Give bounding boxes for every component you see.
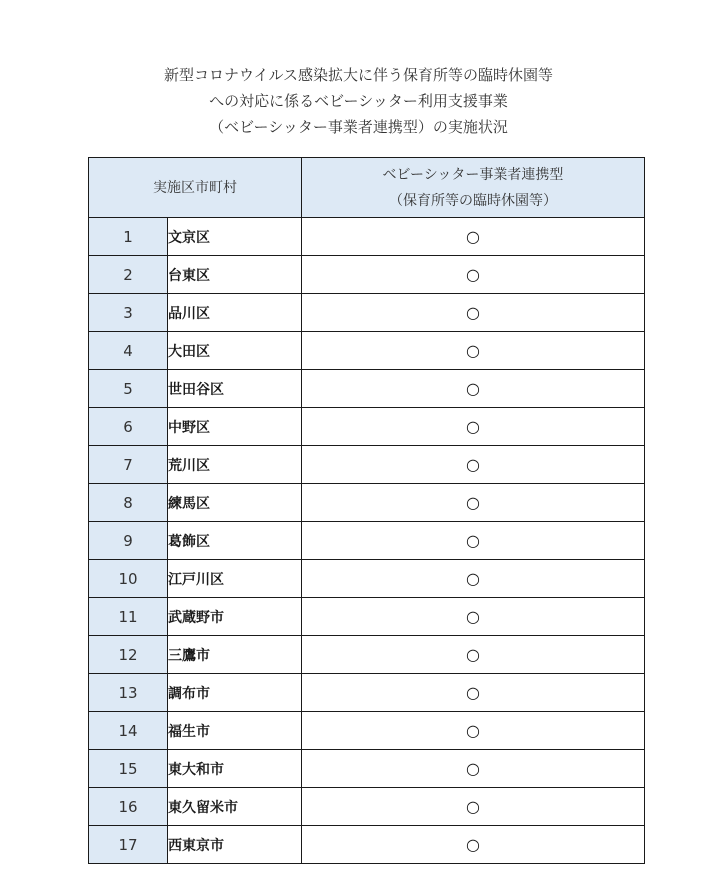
municipality-name: 三鷹市: [168, 636, 302, 674]
header-municipality: 実施区市町村: [89, 158, 302, 218]
municipality-name: 大田区: [168, 332, 302, 370]
implemented-mark: ○: [302, 484, 645, 522]
table-body: [89, 218, 645, 864]
row-number: 2: [89, 256, 168, 294]
implemented-mark: ○: [302, 370, 645, 408]
municipality-name: 西東京市: [168, 826, 302, 864]
municipality-name: 荒川区: [168, 446, 302, 484]
document-title: [0, 62, 717, 140]
implemented-mark: ○: [302, 560, 645, 598]
municipality-name: 福生市: [168, 712, 302, 750]
implemented-mark: ○: [302, 332, 645, 370]
municipality-name: 世田谷区: [168, 370, 302, 408]
municipality-name: 葛飾区: [168, 522, 302, 560]
municipality-name: 台東区: [168, 256, 302, 294]
municipality-name: 武蔵野市: [168, 598, 302, 636]
title-line-2: への対応に係るベビーシッター利用支援事業: [209, 92, 508, 110]
table-row: [89, 712, 645, 750]
table-row: [89, 560, 645, 598]
municipality-name: 東大和市: [168, 750, 302, 788]
implemented-mark: ○: [302, 598, 645, 636]
table-row: [89, 332, 645, 370]
table-row: [89, 294, 645, 332]
row-number: 10: [89, 560, 168, 598]
implemented-mark: ○: [302, 408, 645, 446]
table-row: [89, 484, 645, 522]
row-number: 4: [89, 332, 168, 370]
implemented-mark: ○: [302, 218, 645, 256]
implemented-mark: ○: [302, 522, 645, 560]
table-row: [89, 522, 645, 560]
table-row: [89, 636, 645, 674]
implemented-mark: ○: [302, 788, 645, 826]
table-row: [89, 370, 645, 408]
implemented-mark: ○: [302, 636, 645, 674]
municipality-name: 文京区: [168, 218, 302, 256]
municipality-name: 東久留米市: [168, 788, 302, 826]
row-number: 15: [89, 750, 168, 788]
row-number: 17: [89, 826, 168, 864]
title-line-1: 新型コロナウイルス感染拡大に伴う保育所等の臨時休園等: [163, 66, 554, 84]
row-number: 8: [89, 484, 168, 522]
municipality-name: 練馬区: [168, 484, 302, 522]
row-number: 12: [89, 636, 168, 674]
table-row: [89, 598, 645, 636]
row-number: 11: [89, 598, 168, 636]
row-number: 6: [89, 408, 168, 446]
table-row: [89, 408, 645, 446]
municipality-name: 中野区: [168, 408, 302, 446]
table-row: [89, 788, 645, 826]
table-row: [89, 218, 645, 256]
header-program-type-line-2: （保育所等の臨時休園等）: [389, 192, 557, 209]
table-row: [89, 674, 645, 712]
row-number: 1: [89, 218, 168, 256]
municipality-name: 調布市: [168, 674, 302, 712]
row-number: 9: [89, 522, 168, 560]
row-number: 16: [89, 788, 168, 826]
implemented-mark: ○: [302, 446, 645, 484]
implemented-mark: ○: [302, 826, 645, 864]
header-program-type: [302, 158, 645, 218]
row-number: 14: [89, 712, 168, 750]
implemented-mark: ○: [302, 750, 645, 788]
row-number: 7: [89, 446, 168, 484]
table-row: [89, 750, 645, 788]
implemented-mark: ○: [302, 712, 645, 750]
row-number: 5: [89, 370, 168, 408]
implemented-mark: ○: [302, 256, 645, 294]
row-number: 3: [89, 294, 168, 332]
header-program-type-line-1: ベビーシッター事業者連携型: [382, 166, 564, 183]
implemented-mark: ○: [302, 294, 645, 332]
title-line-3: （ベビーシッター事業者連携型）の実施状況: [209, 118, 508, 136]
table-row: [89, 256, 645, 294]
implementation-status-table: [88, 157, 645, 864]
row-number: 13: [89, 674, 168, 712]
municipality-name: 品川区: [168, 294, 302, 332]
table-row: [89, 826, 645, 864]
implemented-mark: ○: [302, 674, 645, 712]
table-header-row: [89, 158, 645, 218]
table-row: [89, 446, 645, 484]
municipality-name: 江戸川区: [168, 560, 302, 598]
